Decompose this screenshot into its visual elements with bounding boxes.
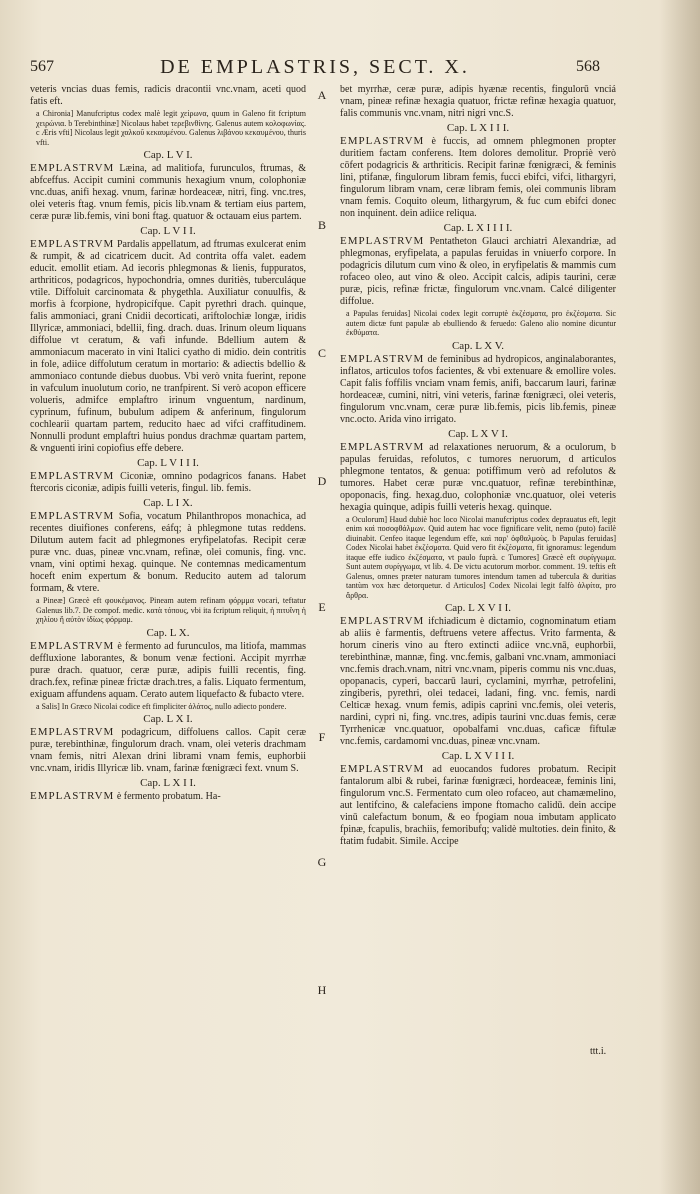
paragraph — [30, 726, 306, 775]
margin-letter: D — [317, 474, 327, 488]
footnote — [340, 309, 616, 338]
margin-letter: B — [317, 218, 326, 232]
recipe-keyword: EMPLASTRVM — [30, 639, 115, 652]
paragraph-text: a Pineæ] Græcè eft φουκέμανος. Pineam autem refinam φόρμμα vocari, teftatur Galenus lib.7. De compof. medic. κατὰ τόπους, vbi ita fcriptum reliquit, ἡ πιτυΐνη ἡ χηλίου ἣ αὐτὸν ἰδίως φόρμαμ. — [36, 596, 306, 624]
paragraph — [340, 235, 616, 308]
footnote — [30, 109, 306, 147]
paragraph — [30, 238, 306, 455]
header-title: DE EMPLASTRIS, SECT. X. — [160, 56, 470, 78]
margin-letter: H — [317, 983, 327, 997]
recipe-keyword: EMPLASTRVM — [340, 615, 425, 627]
chapter-heading: Cap. L X I I I. — [446, 122, 510, 134]
paragraph-text: a Papulas feruidas] Nicolai codex legit corruptè ἐκζέσματα, pro ἐκζέσματα. Sic autem dictæ funt papulæ ab ebulliendo & feruedo: Galeno alio nomine dicuntur ἐκθύματα. — [346, 309, 616, 337]
recipe-keyword: EMPLASTRVM — [340, 235, 425, 247]
paragraph-text: Pentatheton Glauci archiatri Alexandriæ, ad phlegmonas, eryfipelata, a papulas feruidas in vniuerfo corpore. In podagricis dilutum cum vino & oleo, in eryfipelatis & mammis cum rofaceo oleo, aut vino & oleo. Accipit calcis, adipis taurini, ceræ puræ, picis, refinæ frictæ, fingulorum vnc.vnam. Calcé diligenter diffolue. — [340, 236, 616, 307]
paragraph-text: ifchiadicum è dictamio, cognominatum etiam ab aliis è farmentis, deftruens vetere affectus. Vrito farmenta, & horum cineris vino au ftero extincti adiice vnc.vnā, euphorbii, terebinthinæ, mannæ, fing. vnc.femis, galbani vnc.vnam, ammoniaci vnc.femis drach.vnam, nitri vnc.vnam, piperis commu nis vnc.duas, opopanacis, cyperi, baccarū lauri, cyclamini, myrrhæ, petrofelini, zingiberis, pyrethri, olei tedacei, ladani, fing. vnc. femis, nardi Celticæ hexag. vnum femis, adipis caprini vnc.femis, olei veteris, nardini, cypri ni, fing. vnc.tres, adipis taurini vnc.duas femis, ceræ Tyrrhenicæ vnc.quatuor, opobalfami vnc.duas, caficæ fiftulæ vnc.femis, cardamomi vnc.duas, pineæ vnc.vnam. — [340, 616, 616, 747]
paragraph-text: è fuccis, ad omnem phlegmonen propter duritiem factam conferens. Item dolores demolitur. Propriè verò cōfert podagricis & arthriticis. Recipit farinæ fœnigræci, & feminis lini, ptifanæ, fingulorum libram femis, fucci ebifci, vifci, lithargyri, fingulorum libram vnam, ceræ libram femis, olei communis libram vnam femis. Coquito oleum, lithargyrum, & fuc cum ebifci donec non inquinent. dein adiice reliqua. — [340, 136, 616, 219]
paragraph-text: Ciconiæ, omnino podagricos fanans. Habet ftercoris ciconiæ, adipis fuilli veteris, fingul. lib. femis. — [30, 471, 306, 494]
chapter-heading: Cap. L V I. — [143, 149, 193, 161]
margin-letter: F — [318, 730, 326, 744]
footnote — [340, 515, 616, 601]
paragraph — [30, 162, 306, 223]
margin-letter: C — [317, 346, 326, 360]
paragraph — [340, 84, 616, 120]
paragraph-text: ad euocandos fudores probatum. Recipit fantalorum albi & rubei, farinæ fœnigræci, hordeaceæ, feminis lini, fingulorum vnc.S. Fermentato cum oleo rofaceo, aut chamæmelino, aut lentifcino, & calefaciens impone ftomacho calidū. dein accipe vinū calefactum bonum, & eo fpogiam noua imbutam applicato fpinæ, fcapulis, brachiis, femoribufq; validè multoties. dein finito, & ftatim fudabit. Simile. Accipe — [340, 764, 616, 847]
paragraph-text: veteris vncias duas femis, radicis dracontii vnc.vnam, aceti quod fatis eft. — [30, 84, 306, 107]
paragraph-text: a Salis] In Græco Nicolai codice eft fimpliciter ἁλάτος, nullo adiecto pondere. — [36, 701, 287, 711]
chapter-heading: Cap. L V I I I. — [137, 457, 199, 469]
paragraph — [30, 640, 306, 701]
binding-shadow — [660, 0, 700, 1194]
recipe-keyword: EMPLASTRVM — [340, 440, 425, 453]
paragraph — [30, 84, 306, 108]
chapter-heading: Cap. L V I I. — [140, 225, 196, 237]
paragraph — [340, 353, 616, 426]
margin-letter: G — [317, 855, 327, 869]
recipe-keyword: EMPLASTRVM — [30, 790, 115, 802]
paragraph-text: Pardalis appellatum, ad ftrumas exulcerat enim & rumpit, & ad cicatricem ducit. Ad contrita offa valet. eadem educit. emollit etiam. Ad iecoris phlegmonas & lienis, fuppuratos, arthriticos, podagricos, hypochondria, omnes duritiès, tuberculáque vtile. Diffoluit carcinomata & phygethla. Auxiliatur conuulfis, & morfis à fcorpione, hydropicífque. Capit pyrethri drach. quinque, falis ammoniaci, grani Cnidii decorticati, ariftolochiæ longæ, iridis Illyricæ, ammoniaci, bdellii, fing. drach. duas. Irinum oleum liquans diffolue vt ceratum, & vafi infunde. Bdellium autem & ammoniacum macerato in vini Italici cyatho di midio. dein contritis in fole, adiice diffolutum ceratum in mortario: & adiectis bdellio & ammoniaco contunde diebus duobus. Vbi verò vnita fuerint, repone in vafculum inuolutum corio, ne tranfpirent. Si verò acopon efficere volueris, admifce emplaftro irinum vnguentum, nardinum, cyprinum, fufinum, bubulum adipem & anferinum, fingulorum cochlearii quartam partem, reducito haec ad vifci craffitudinem. Nonnulli produnt emplaftri huius pondus drachmæ quartam partem, & vnguenti irini copiofius effe debere. — [30, 239, 306, 454]
left-column — [30, 84, 306, 804]
chapter-heading: Cap. L X V I. — [448, 427, 508, 440]
margin-letter: E — [318, 600, 326, 614]
paragraph-text: podagricum, diffoluens callos. Capit ceræ puræ, terebinthinæ, fingulorum drach. vnam, olei veteris drachmam vnam femis, nitri Alexan drini librami vnam femis, euphorbii vnc.vnam, iridis Illyricæ lib. vnam, farinæ fœnigræci fext. vnum S. — [30, 727, 306, 774]
footnote — [30, 596, 306, 625]
paragraph-text: è fermento ad furunculos, ma litiofa, mammas deffluxione laborantes, & bonum venæ fectioni. Accipit myrrhæ puræ drach. quatuor, ceræ puræ, adipis fuilli recentis, fing. drach.fex, refinæ pineæ frictæ drach.tres, a falis. Liquato fermentum, exiguam affundens aquam. Cerato autem liquefacto & fubacto vtere. — [30, 640, 307, 700]
page-number-right: 568 — [576, 58, 600, 75]
paragraph-text: de feminibus ad hydropicos, anginalaborantes, inflatos, articulos tofos facientes, & vbi extenuare & emollire voles. Capit falis foffilis vnciam vnam femis, anifi, baccarum lauri, farinæ hordeaceæ, cumini, nitri, vini veteris, farinæ fœnigræci, olei veteris, fingulorum vnc.vnam, ceræ puræ lib.femis, picis lib.femis, pineæ vnc.octo. Arida vino irrigato. — [340, 353, 616, 425]
paragraph-text: è fermento probatum. Ha- — [114, 791, 221, 802]
paragraph — [30, 470, 306, 495]
recipe-keyword: EMPLASTRVM — [30, 726, 115, 738]
paragraph-text: a Oculorum] Haud dubiè hoc loco Nicolai manufcriptus codex deprauatus eft, legit enim καὶ ποσοφθάλμων. Quid autem hac voce fignificare velit, nemo (puto) facilè diuinabit. Cenfeo itaque legendum effe, καὶ παρ' ὀφθαλμοὺς. b Papulas feruidas] Codex Nicolai habet ἐκζέσματα. Quid vero fit ἐκζέσματα, fit ignoramus: legendum itaque effe iudico ἐκζέσματα, vt paulo fuprà. c Tumores] Græcè eft συρίγγωμα. Sunt autem συρίγγωμα, vt lib. 4. De victu acutorum morbor. comment. 19. teftis eft Galenus, omnes præter naturam tumores intendum tamen ad tubercula & duritias tantùm vox hæc detorquetur. d Articulos] Codex Nicolai legit falfò ἀλφίτα, pro ἄρθρα. — [346, 514, 616, 600]
paragraph-text: Læina, ad malitiofa, furunculos, ftrumas, & abfceffus. Accipit cumini communis hexagium vnum, colophoniæ vnc.duas, anifi hexag. vnum, farinæ hordeaceæ, nitri, fing. vnc.tres, olei veteris ftag. vnum femis, picis lib.vnam & tertiam eius partem, ceræ puræ lib.femis, vini boni ftag. quatuor & octauam eius partem. — [30, 163, 306, 222]
right-column — [340, 84, 616, 849]
recipe-keyword: EMPLASTRVM — [30, 162, 115, 174]
chapter-heading: Cap. L X. — [146, 626, 190, 639]
recipe-keyword: EMPLASTRVM — [340, 352, 425, 365]
paragraph — [340, 441, 616, 514]
recipe-keyword: EMPLASTRVM — [340, 135, 425, 147]
signature-mark: ttt.i. — [590, 1046, 607, 1057]
recipe-keyword: EMPLASTRVM — [30, 510, 115, 522]
paragraph — [30, 510, 306, 595]
chapter-heading: Cap. L X V I I I. — [441, 750, 515, 762]
paragraph — [340, 135, 616, 220]
chapter-heading: Cap. L X V I I. — [444, 602, 512, 614]
paragraph — [340, 763, 616, 848]
paragraph-text: ad relaxationes neruorum, & a oculorum, b papulas feruidas, refolutos, c tumores neruorum, d articulos phlegmone tentatos, & genua: potiffimum verò ad refolutos & tumores. Habet ceræ puræ vnc.quatuor, refinæ terebinthinæ, opoponacis, fing. hexag.duo, colophoniæ vnc.quatuor, olei veteris hexagia quinque, adipis fuilli veteris hexag. quinque. — [340, 441, 616, 513]
chapter-heading: Cap. L X V. — [451, 339, 505, 352]
paragraph — [30, 790, 306, 803]
footnote — [30, 702, 306, 712]
recipe-keyword: EMPLASTRVM — [340, 763, 425, 775]
chapter-heading: Cap. L I X. — [143, 497, 193, 509]
paragraph — [340, 615, 616, 748]
recipe-keyword: EMPLASTRVM — [30, 238, 115, 250]
recipe-keyword: EMPLASTRVM — [30, 470, 115, 482]
running-header — [30, 56, 600, 82]
chapter-heading: Cap. L X I I. — [140, 777, 196, 789]
paragraph-text: bet myrrhæ, ceræ puræ, adipis hyænæ recentis, fingulorū vnciá vnam, pineæ refinæ hexagia quatuor, frictæ refinæ hexagia quatuor, falis communis vnc.vnam, nitri nigri vnc.S. — [340, 84, 616, 119]
margin-letter: A — [317, 88, 327, 102]
chapter-heading: Cap. L X I I I I. — [443, 222, 513, 234]
paragraph-text: a Chironia] Manufcriptus codex malè legit χείρωνα, quum in Galeno fit fcriptum χειρώνια. b Terebinthinæ] Nicolaus habet τερεβινθίνης. Galenus autem κολοφωνίας. c Æris vfti] Nicolaus legit χαλκοῦ κεκαυμένου. Galenus λιβάνου κεκαυμένου, thuris vfti. — [36, 109, 306, 147]
paragraph-text: Sofia, vocatum Philanthropos monachica, ad recentes diuifiones conferens, eáfq; à phlegmone tutas reddens. Dilutum autem facit ad phlegmones eryfipelatofas. Recipit ceræ puræ vnc. duas, pineæ vnc.vnam, refinæ, olei comunis, fing. vnc. vnam, vini optimi hexag. quinque. Ne contemnas medicamentum hoceft enim expertum & bonum. Reducito autem ad talorum formam, & vtere. — [30, 511, 306, 594]
page-number-left: 567 — [30, 58, 54, 75]
chapter-heading: Cap. L X I. — [143, 713, 193, 725]
